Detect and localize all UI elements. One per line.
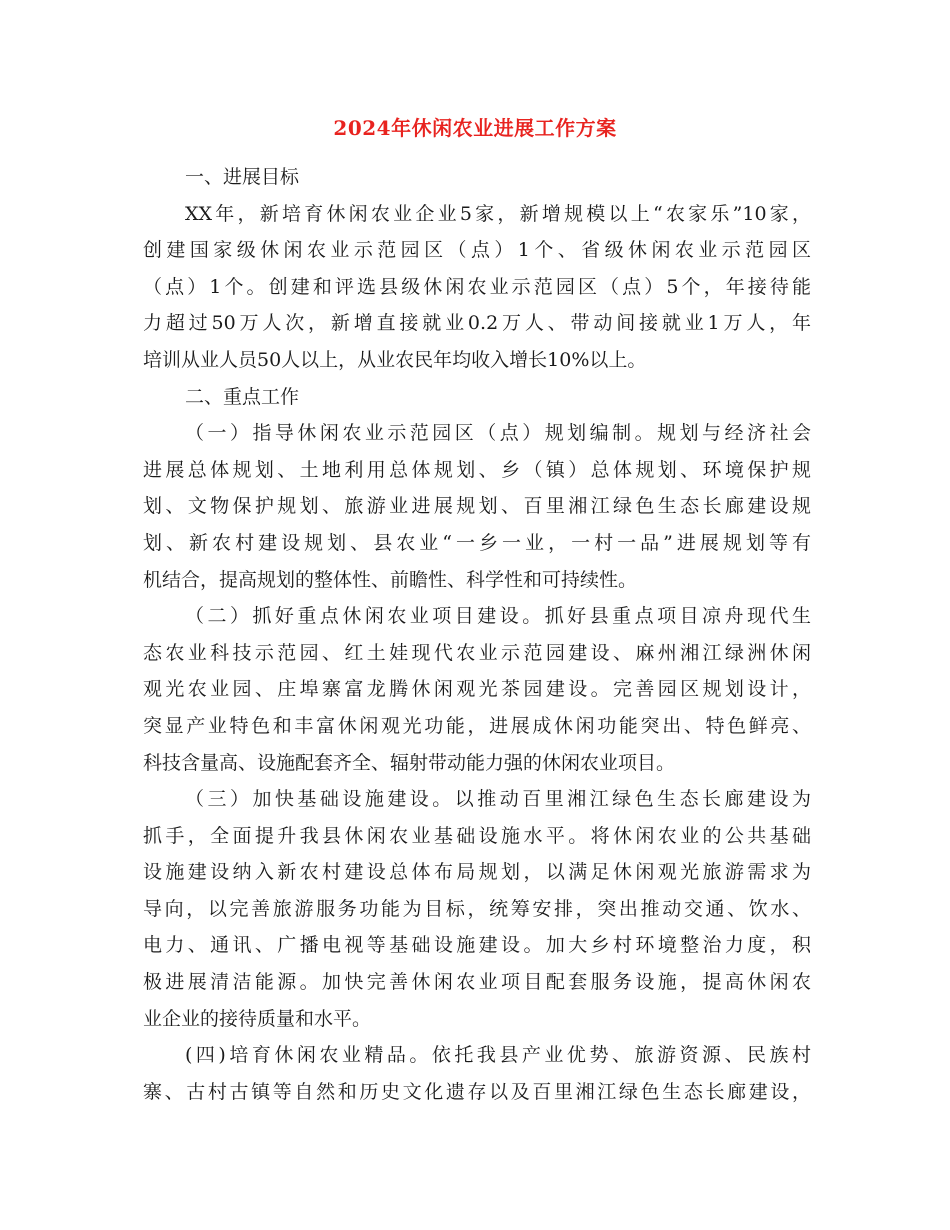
paragraph-line: （三）加快基础设施建设。以推动百里湘江绿色生态长廊建设为: [185, 788, 811, 811]
paragraph-line: 突显产业特色和丰富休闲观光功能，进展成休闲功能突出、特色鲜亮、: [143, 714, 811, 737]
paragraph-line: 进展总体规划、土地利用总体规划、乡（镇）总体规划、环境保护规: [143, 458, 811, 481]
paragraph-line: （二）抓好重点休闲农业项目建设。抓好县重点项目凉舟现代生: [185, 605, 811, 628]
paragraph-line: 导向，以完善旅游服务功能为目标，统筹安排，突出推动交通、饮水、: [143, 897, 811, 920]
paragraph-line: 科技含量高、设施配套齐全、辐射带动能力强的休闲农业项目。: [143, 751, 676, 774]
paragraph-line: 业企业的接待质量和水平。: [143, 1007, 372, 1030]
paragraph-line: 创建国家级休闲农业示范园区（点）1个、省级休闲农业示范园区: [143, 239, 811, 262]
paragraph-line: XX年，新培育休闲农业企业5家，新增规模以上“农家乐”10家，: [185, 202, 811, 225]
document-title: 2024年休闲农业进展工作方案: [333, 116, 617, 140]
paragraph-line: 二、重点工作: [185, 385, 300, 408]
paragraph-line: 观光农业园、庄埠寨富龙腾休闲观光茶园建设。完善园区规划设计，: [143, 678, 811, 701]
paragraph-line: 寨、古村古镇等自然和历史文化遗存以及百里湘江绿色生态长廊建设，: [143, 1080, 811, 1103]
document-body: [143, 159, 811, 1110]
paragraph-line: （点）1个。创建和评选县级休闲农业示范园区（点）5个，年接待能: [143, 275, 811, 298]
paragraph-line: 设施建设纳入新农村建设总体布局规划，以满足休闲观光旅游需求为: [143, 861, 811, 884]
paragraph-line: 电力、通讯、广播电视等基础设施建设。加大乡村环境整治力度，积: [143, 934, 811, 957]
paragraph-line: 划、文物保护规划、旅游业进展规划、百里湘江绿色生态长廊建设规: [143, 495, 811, 518]
paragraph-line: 划、新农村建设规划、县农业“一乡一业，一村一品”进展规划等有: [143, 531, 811, 554]
paragraph-line: （一）指导休闲农业示范园区（点）规划编制。规划与经济社会: [185, 422, 811, 445]
paragraph-line: 极进展清洁能源。加快完善休闲农业项目配套服务设施，提高休闲农: [143, 971, 811, 994]
paragraph-line: 一、进展目标: [185, 166, 300, 188]
paragraph-line: 培训从业人员50人以上，从业农民年均收入增长10%以上。: [143, 348, 647, 371]
paragraph-line: 态农业科技示范园、红土娃现代农业示范园建设、麻州湘江绿洲休闲: [143, 641, 811, 664]
paragraph-line: 抓手，全面提升我县休闲农业基础设施水平。将休闲农业的公共基础: [143, 824, 811, 847]
paragraph-line: 力超过50万人次，新增直接就业0.2万人、带动间接就业1万人，年: [143, 312, 811, 335]
paragraph-line: (四)培育休闲农业精品。依托我县产业优势、旅游资源、民族村: [185, 1044, 811, 1067]
paragraph-line: 机结合，提高规划的整体性、前瞻性、科学性和可持续性。: [143, 568, 638, 591]
